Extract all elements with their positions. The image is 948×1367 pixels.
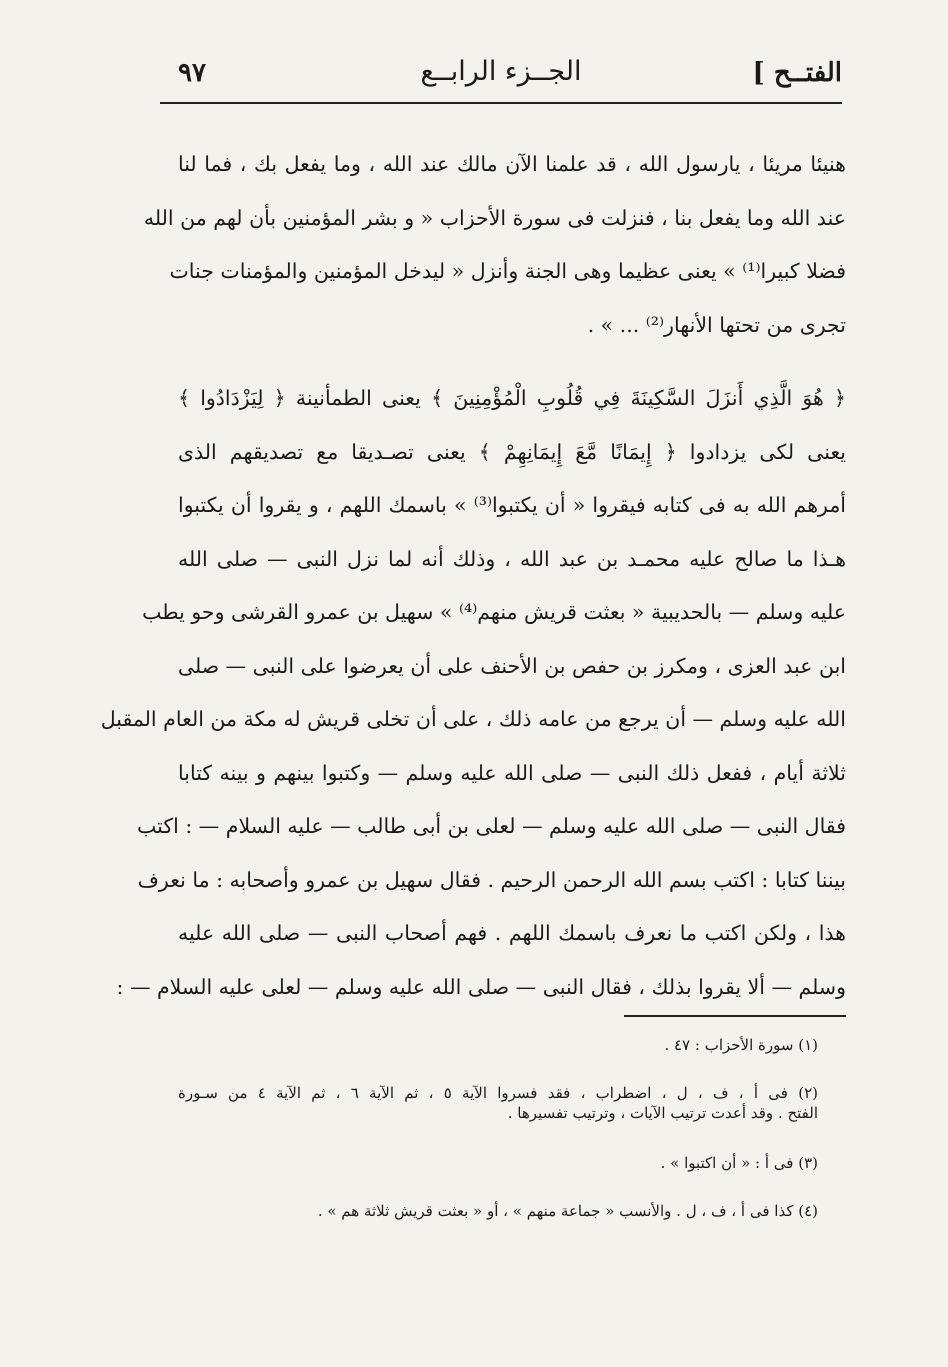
text-line: ثلاثة أيام ، ففعل ذلك النبى — صلى الله عليه وسلم — وكتبوا بينهم و بينه كتابا [178, 760, 846, 785]
footnote-3: (٣) فى أ : « أن اكتبوا » . [660, 1154, 818, 1172]
text-line: فقال النبى — صلى الله عليه وسلم — لعلى بن أبى طالب — عليه السلام — : اكتب [137, 814, 846, 838]
main-text [100, 138, 846, 1014]
footnotes [178, 1035, 818, 1241]
text-line: تجرى من تحتها الأنهار⁽²⁾ ... » . [587, 312, 846, 337]
surah-title: الفتــح ] [752, 58, 842, 88]
text-line: ﴿ هُوَ الَّذِي أَنزَلَ السَّكِينَةَ فِي قُلُوبِ الْمُؤْمِنِينَ ﴾ يعنى الطمأنينة ﴿ لِيَزْدَادُوا ﴾ [178, 386, 846, 410]
text-line: أمرهم الله به فى كتابه فيقروا « أن يكتبوا⁽³⁾ » باسمك اللهم ، و يقروا أن يكتبوا [178, 493, 846, 517]
paragraph-gap [178, 352, 846, 372]
text-line: ابن عبد العزى ، ومكرز بن حفص بن الأحنف على أن يعرضوا على النبى — صلى [177, 653, 846, 678]
footnote-4: (٤) كذا فى أ ، ف ، ل . والأنسب « جماعة منهم » ، أو « بعثت قريش ثلاثة هم » . [317, 1202, 818, 1220]
text-line: بيننا كتابا : اكتب بسم الله الرحمن الرحيم . فقال سهيل بن عمرو وأصحابه : ما نعرف [137, 867, 846, 892]
text-line: هذا ، ولكن اكتب ما نعرف باسمك اللهم . فهم أصحاب النبى — صلى الله عليه [178, 921, 846, 945]
footnote-divider [624, 1015, 846, 1017]
text-line: عليه وسلم — بالحديبية « بعثت قريش منهم⁽⁴⁾ » سهيل بن عمرو القرشى وحو يطب [142, 600, 846, 624]
juz-title: الجــزء الرابــع [420, 56, 582, 87]
text-line: هنيئا مريئا ، يارسول الله ، قد علمنا الآن مالك عند الله ، وما يفعل بك ، فما لنا [178, 152, 846, 176]
text-line: يعنى لكى يزدادوا ﴿ إِيمَانًا مَّعَ إِيمَانِهِمْ ﴾ يعنى تصـديقا مع تصديقهم الذى [178, 439, 846, 464]
page-header [160, 48, 842, 104]
footnote-2: (٢) فى أ ، ف ، ل ، اضطراب ، فقد فسروا الآية ٥ ، ثم الآية ٦ ، ثم الآية ٤ من سـورة [178, 1084, 818, 1102]
text-line: الله عليه وسلم — أن يرجع من عامه ذلك ، على أن تخلى قريش له مكة من العام المقبل [100, 707, 846, 731]
text-line: عند الله وما يفعل بنا ، فنزلت فى سورة الأحزاب « و بشر المؤمنين بأن لهم من الله [143, 205, 846, 230]
footnote-2-continued: الفتح . وقد أعدت ترتيب الآيات ، وترتيب تفسيرها . [507, 1104, 818, 1122]
text-line: وسلم — ألا يقروا بذلك ، فقال النبى — صلى الله عليه وسلم — لعلى عليه السلام — : [116, 974, 846, 999]
text-line: هـذا ما صالح عليه محمـد بن عبد الله ، وذلك أنه لما نزل النبى — صلى الله [178, 546, 846, 571]
footnote-1: (١) سورة الأحزاب : ٤٧ . [664, 1036, 818, 1054]
text-line: فضلا كبيرا⁽¹⁾ » يعنى عظيما وهى الجنة وأنزل « ليدخل المؤمنين والمؤمنات جنات [169, 259, 846, 283]
page-number: ٩٧ [178, 58, 206, 88]
